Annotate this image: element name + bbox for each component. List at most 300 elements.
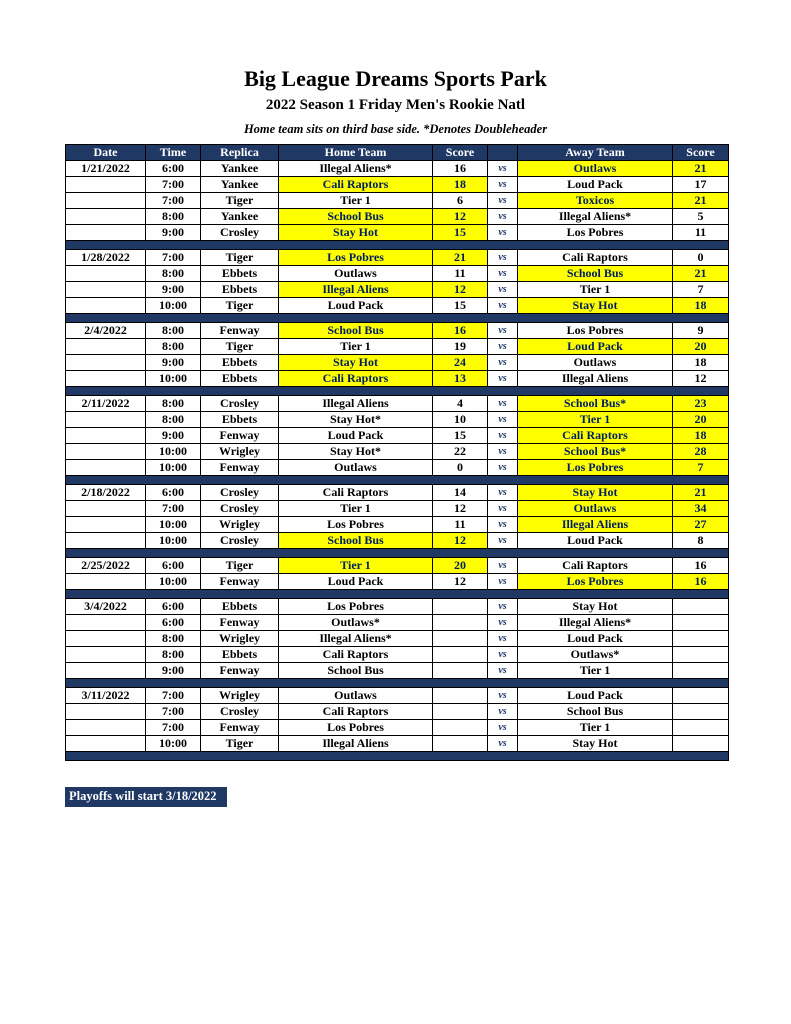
date-cell [66,444,146,460]
replica-cell: Ebbets [201,266,279,282]
home-score-cell: 12 [433,574,488,590]
time-cell: 7:00 [146,704,201,720]
col-header-away-team: Away Team [518,145,673,161]
date-cell [66,412,146,428]
home-team-note: Home team sits on third base side. *Denotes Doubleheader [243,122,548,136]
home-score-cell: 12 [433,533,488,549]
home-team-cell: Outlaws* [279,615,433,631]
replica-cell: Tiger [201,193,279,209]
game-row [66,460,729,476]
away-team-cell: Los Pobres [518,574,673,590]
home-team-cell: Tier 1 [279,339,433,355]
away-team-cell: Stay Hot [518,736,673,752]
separator-bar [66,590,729,599]
time-cell: 8:00 [146,209,201,225]
home-score-cell: 18 [433,177,488,193]
replica-cell: Crosley [201,501,279,517]
home-team-cell: Cali Raptors [279,647,433,663]
time-cell: 8:00 [146,266,201,282]
date-cell [66,460,146,476]
game-row [66,444,729,460]
game-row [66,161,729,177]
vs-label: vs [488,161,518,177]
time-cell: 8:00 [146,412,201,428]
home-score-cell: 11 [433,517,488,533]
time-cell: 7:00 [146,250,201,266]
home-team-cell: Illegal Aliens* [279,631,433,647]
time-cell: 10:00 [146,517,201,533]
away-team-cell: Outlaws [518,161,673,177]
home-score-cell: 4 [433,396,488,412]
separator-row [66,590,729,599]
home-team-cell: Stay Hot [279,355,433,371]
away-score-cell: 12 [673,371,729,387]
time-cell: 7:00 [146,177,201,193]
time-cell: 6:00 [146,615,201,631]
home-score-cell: 24 [433,355,488,371]
home-team-cell: Illegal Aliens* [279,161,433,177]
time-cell: 9:00 [146,355,201,371]
vs-label: vs [488,631,518,647]
vs-label: vs [488,428,518,444]
date-cell [66,209,146,225]
vs-label: vs [488,720,518,736]
replica-cell: Tiger [201,339,279,355]
replica-cell: Fenway [201,663,279,679]
home-team-cell: Tier 1 [279,558,433,574]
away-score-cell [673,631,729,647]
home-team-cell: Cali Raptors [279,704,433,720]
game-row [66,177,729,193]
vs-label: vs [488,558,518,574]
away-team-cell: Los Pobres [518,323,673,339]
time-cell: 6:00 [146,599,201,615]
replica-cell: Fenway [201,323,279,339]
away-score-cell [673,647,729,663]
away-score-cell: 0 [673,250,729,266]
home-team-cell: Illegal Aliens [279,736,433,752]
away-team-cell: Tier 1 [518,282,673,298]
time-cell: 7:00 [146,688,201,704]
away-team-cell: Outlaws [518,355,673,371]
game-row [66,558,729,574]
home-score-cell [433,599,488,615]
home-team-cell: Illegal Aliens [279,396,433,412]
home-team-cell: Los Pobres [279,517,433,533]
separator-row [66,314,729,323]
home-team-cell: Los Pobres [279,599,433,615]
away-score-cell [673,599,729,615]
away-score-cell: 11 [673,225,729,241]
replica-cell: Crosley [201,225,279,241]
away-team-cell: Illegal Aliens [518,517,673,533]
away-team-cell: Cali Raptors [518,250,673,266]
vs-label: vs [488,704,518,720]
game-row [66,355,729,371]
away-score-cell: 20 [673,412,729,428]
replica-cell: Fenway [201,428,279,444]
vs-label: vs [488,736,518,752]
vs-label: vs [488,355,518,371]
game-row [66,720,729,736]
replica-cell: Ebbets [201,371,279,387]
replica-cell: Crosley [201,396,279,412]
separator-bar [66,549,729,558]
vs-label: vs [488,225,518,241]
separator-bar [66,679,729,688]
game-row [66,323,729,339]
time-cell: 10:00 [146,460,201,476]
replica-cell: Ebbets [201,647,279,663]
home-team-cell: Loud Pack [279,428,433,444]
away-score-cell [673,720,729,736]
home-score-cell: 15 [433,298,488,314]
game-row [66,193,729,209]
away-team-cell: Loud Pack [518,688,673,704]
header-row [66,145,729,161]
date-cell: 3/11/2022 [66,688,146,704]
away-score-cell: 21 [673,266,729,282]
away-score-cell: 7 [673,460,729,476]
away-team-cell: Loud Pack [518,631,673,647]
game-row [66,428,729,444]
away-team-cell: Stay Hot [518,599,673,615]
away-score-cell: 23 [673,396,729,412]
date-cell [66,177,146,193]
home-team-cell: Stay Hot* [279,444,433,460]
separator-bar [66,241,729,250]
separator-row [66,679,729,688]
home-score-cell [433,631,488,647]
separator-bar [66,387,729,396]
time-cell: 6:00 [146,558,201,574]
time-cell: 8:00 [146,396,201,412]
home-score-cell: 16 [433,161,488,177]
date-cell [66,266,146,282]
home-score-cell [433,704,488,720]
time-cell: 9:00 [146,225,201,241]
date-cell: 3/4/2022 [66,599,146,615]
home-team-cell: Cali Raptors [279,485,433,501]
home-team-cell: Stay Hot [279,225,433,241]
vs-label: vs [488,250,518,266]
playoffs-note: Playoffs will start 3/18/2022 [65,787,227,807]
away-team-cell: Toxicos [518,193,673,209]
game-row [66,533,729,549]
time-cell: 10:00 [146,736,201,752]
away-score-cell: 34 [673,501,729,517]
home-score-cell: 14 [433,485,488,501]
game-row [66,282,729,298]
date-cell [66,574,146,590]
home-team-cell: Cali Raptors [279,371,433,387]
vs-label: vs [488,663,518,679]
game-row [66,517,729,533]
away-score-cell: 28 [673,444,729,460]
replica-cell: Tiger [201,298,279,314]
away-team-cell: School Bus [518,704,673,720]
vs-label: vs [488,339,518,355]
game-row [66,412,729,428]
game-row [66,266,729,282]
game-row [66,209,729,225]
home-score-cell: 13 [433,371,488,387]
vs-label: vs [488,396,518,412]
date-cell [66,647,146,663]
away-team-cell: School Bus* [518,396,673,412]
vs-label: vs [488,412,518,428]
home-team-cell: Illegal Aliens [279,282,433,298]
vs-label: vs [488,574,518,590]
time-cell: 9:00 [146,428,201,444]
vs-label: vs [488,266,518,282]
time-cell: 7:00 [146,720,201,736]
away-score-cell: 17 [673,177,729,193]
home-team-cell: Loud Pack [279,574,433,590]
date-cell: 2/4/2022 [66,323,146,339]
replica-cell: Crosley [201,533,279,549]
home-score-cell: 11 [433,266,488,282]
home-team-cell: School Bus [279,533,433,549]
home-team-cell: Outlaws [279,688,433,704]
home-score-cell: 16 [433,323,488,339]
game-row [66,615,729,631]
game-row [66,501,729,517]
away-team-cell: Tier 1 [518,412,673,428]
home-score-cell: 12 [433,209,488,225]
date-cell [66,501,146,517]
date-cell [66,282,146,298]
col-header-home-team: Home Team [279,145,433,161]
away-score-cell: 27 [673,517,729,533]
separator-row [66,752,729,761]
away-score-cell [673,688,729,704]
separator-row [66,241,729,250]
date-cell [66,631,146,647]
game-row [66,599,729,615]
away-score-cell: 7 [673,282,729,298]
date-cell [66,193,146,209]
home-team-cell: School Bus [279,323,433,339]
date-cell [66,355,146,371]
separator-row [66,387,729,396]
date-cell [66,663,146,679]
away-team-cell: Stay Hot [518,485,673,501]
separator-row [66,476,729,485]
game-row [66,396,729,412]
away-team-cell: Tier 1 [518,720,673,736]
away-score-cell [673,663,729,679]
replica-cell: Tiger [201,558,279,574]
replica-cell: Ebbets [201,355,279,371]
away-score-cell [673,615,729,631]
vs-label: vs [488,444,518,460]
game-row [66,704,729,720]
replica-cell: Fenway [201,574,279,590]
time-cell: 6:00 [146,485,201,501]
away-team-cell: Illegal Aliens* [518,615,673,631]
away-team-cell: Outlaws [518,501,673,517]
vs-label: vs [488,460,518,476]
vs-label: vs [488,193,518,209]
col-header-replica: Replica [201,145,279,161]
date-cell: 1/28/2022 [66,250,146,266]
replica-cell: Tiger [201,736,279,752]
home-score-cell: 21 [433,250,488,266]
time-cell: 10:00 [146,574,201,590]
time-cell: 8:00 [146,647,201,663]
replica-cell: Yankee [201,177,279,193]
game-row [66,663,729,679]
time-cell: 7:00 [146,501,201,517]
date-cell [66,615,146,631]
time-cell: 10:00 [146,371,201,387]
game-row [66,485,729,501]
away-score-cell: 18 [673,355,729,371]
time-cell: 6:00 [146,161,201,177]
vs-label: vs [488,533,518,549]
replica-cell: Wrigley [201,631,279,647]
vs-label: vs [488,177,518,193]
away-team-cell: Loud Pack [518,533,673,549]
replica-cell: Fenway [201,615,279,631]
page-title: Big League Dreams Sports Park [244,66,547,91]
away-team-cell: Loud Pack [518,339,673,355]
col-header-date: Date [66,145,146,161]
away-team-cell: Outlaws* [518,647,673,663]
date-cell [66,339,146,355]
home-score-cell [433,736,488,752]
away-score-cell: 20 [673,339,729,355]
away-score-cell: 21 [673,161,729,177]
page-subtitle: 2022 Season 1 Friday Men's Rookie Natl [265,97,526,113]
away-team-cell: Cali Raptors [518,428,673,444]
replica-cell: Yankee [201,161,279,177]
away-score-cell: 21 [673,193,729,209]
vs-label: vs [488,323,518,339]
separator-bar [66,314,729,323]
home-team-cell: Cali Raptors [279,177,433,193]
away-team-cell: School Bus [518,266,673,282]
home-team-cell: Los Pobres [279,250,433,266]
schedule-table [65,144,729,761]
home-score-cell: 6 [433,193,488,209]
away-team-cell: Illegal Aliens [518,371,673,387]
replica-cell: Fenway [201,460,279,476]
home-team-cell: Stay Hot* [279,412,433,428]
col-header-home-score: Score [433,145,488,161]
time-cell: 10:00 [146,298,201,314]
home-score-cell [433,647,488,663]
date-cell [66,428,146,444]
date-cell: 2/18/2022 [66,485,146,501]
replica-cell: Fenway [201,720,279,736]
game-row [66,688,729,704]
replica-cell: Wrigley [201,688,279,704]
home-score-cell: 19 [433,339,488,355]
away-team-cell: Tier 1 [518,663,673,679]
away-team-cell: Los Pobres [518,460,673,476]
vs-label: vs [488,209,518,225]
game-row [66,631,729,647]
vs-label: vs [488,371,518,387]
date-cell [66,225,146,241]
time-cell: 9:00 [146,663,201,679]
replica-cell: Yankee [201,209,279,225]
away-team-cell: Cali Raptors [518,558,673,574]
game-row [66,371,729,387]
vs-label: vs [488,647,518,663]
vs-label: vs [488,688,518,704]
date-cell [66,371,146,387]
col-header-vs [488,145,518,161]
home-team-cell: School Bus [279,663,433,679]
away-score-cell [673,736,729,752]
game-row [66,339,729,355]
home-score-cell: 15 [433,225,488,241]
away-score-cell: 9 [673,323,729,339]
away-score-cell: 18 [673,298,729,314]
home-team-cell: Los Pobres [279,720,433,736]
away-score-cell [673,704,729,720]
vs-label: vs [488,599,518,615]
away-team-cell: Illegal Aliens* [518,209,673,225]
separator-bar [66,476,729,485]
vs-label: vs [488,282,518,298]
away-score-cell: 8 [673,533,729,549]
away-team-cell: School Bus* [518,444,673,460]
away-team-cell: Stay Hot [518,298,673,314]
game-row [66,647,729,663]
replica-cell: Crosley [201,485,279,501]
away-team-cell: Loud Pack [518,177,673,193]
home-score-cell [433,615,488,631]
home-score-cell: 12 [433,282,488,298]
date-cell [66,298,146,314]
game-row [66,250,729,266]
date-cell [66,533,146,549]
date-cell [66,704,146,720]
away-score-cell: 21 [673,485,729,501]
col-header-away-score: Score [673,145,729,161]
vs-label: vs [488,615,518,631]
game-row [66,225,729,241]
time-cell: 8:00 [146,323,201,339]
date-cell: 2/25/2022 [66,558,146,574]
home-team-cell: Tier 1 [279,501,433,517]
time-cell: 10:00 [146,444,201,460]
replica-cell: Wrigley [201,444,279,460]
home-team-cell: Outlaws [279,266,433,282]
time-cell: 8:00 [146,631,201,647]
vs-label: vs [488,298,518,314]
away-score-cell: 16 [673,574,729,590]
date-cell [66,736,146,752]
home-score-cell: 20 [433,558,488,574]
col-header-time: Time [146,145,201,161]
replica-cell: Crosley [201,704,279,720]
home-score-cell: 0 [433,460,488,476]
vs-label: vs [488,485,518,501]
game-row [66,736,729,752]
home-score-cell [433,720,488,736]
replica-cell: Wrigley [201,517,279,533]
game-row [66,298,729,314]
replica-cell: Ebbets [201,412,279,428]
date-cell [66,517,146,533]
home-score-cell [433,688,488,704]
away-score-cell: 16 [673,558,729,574]
